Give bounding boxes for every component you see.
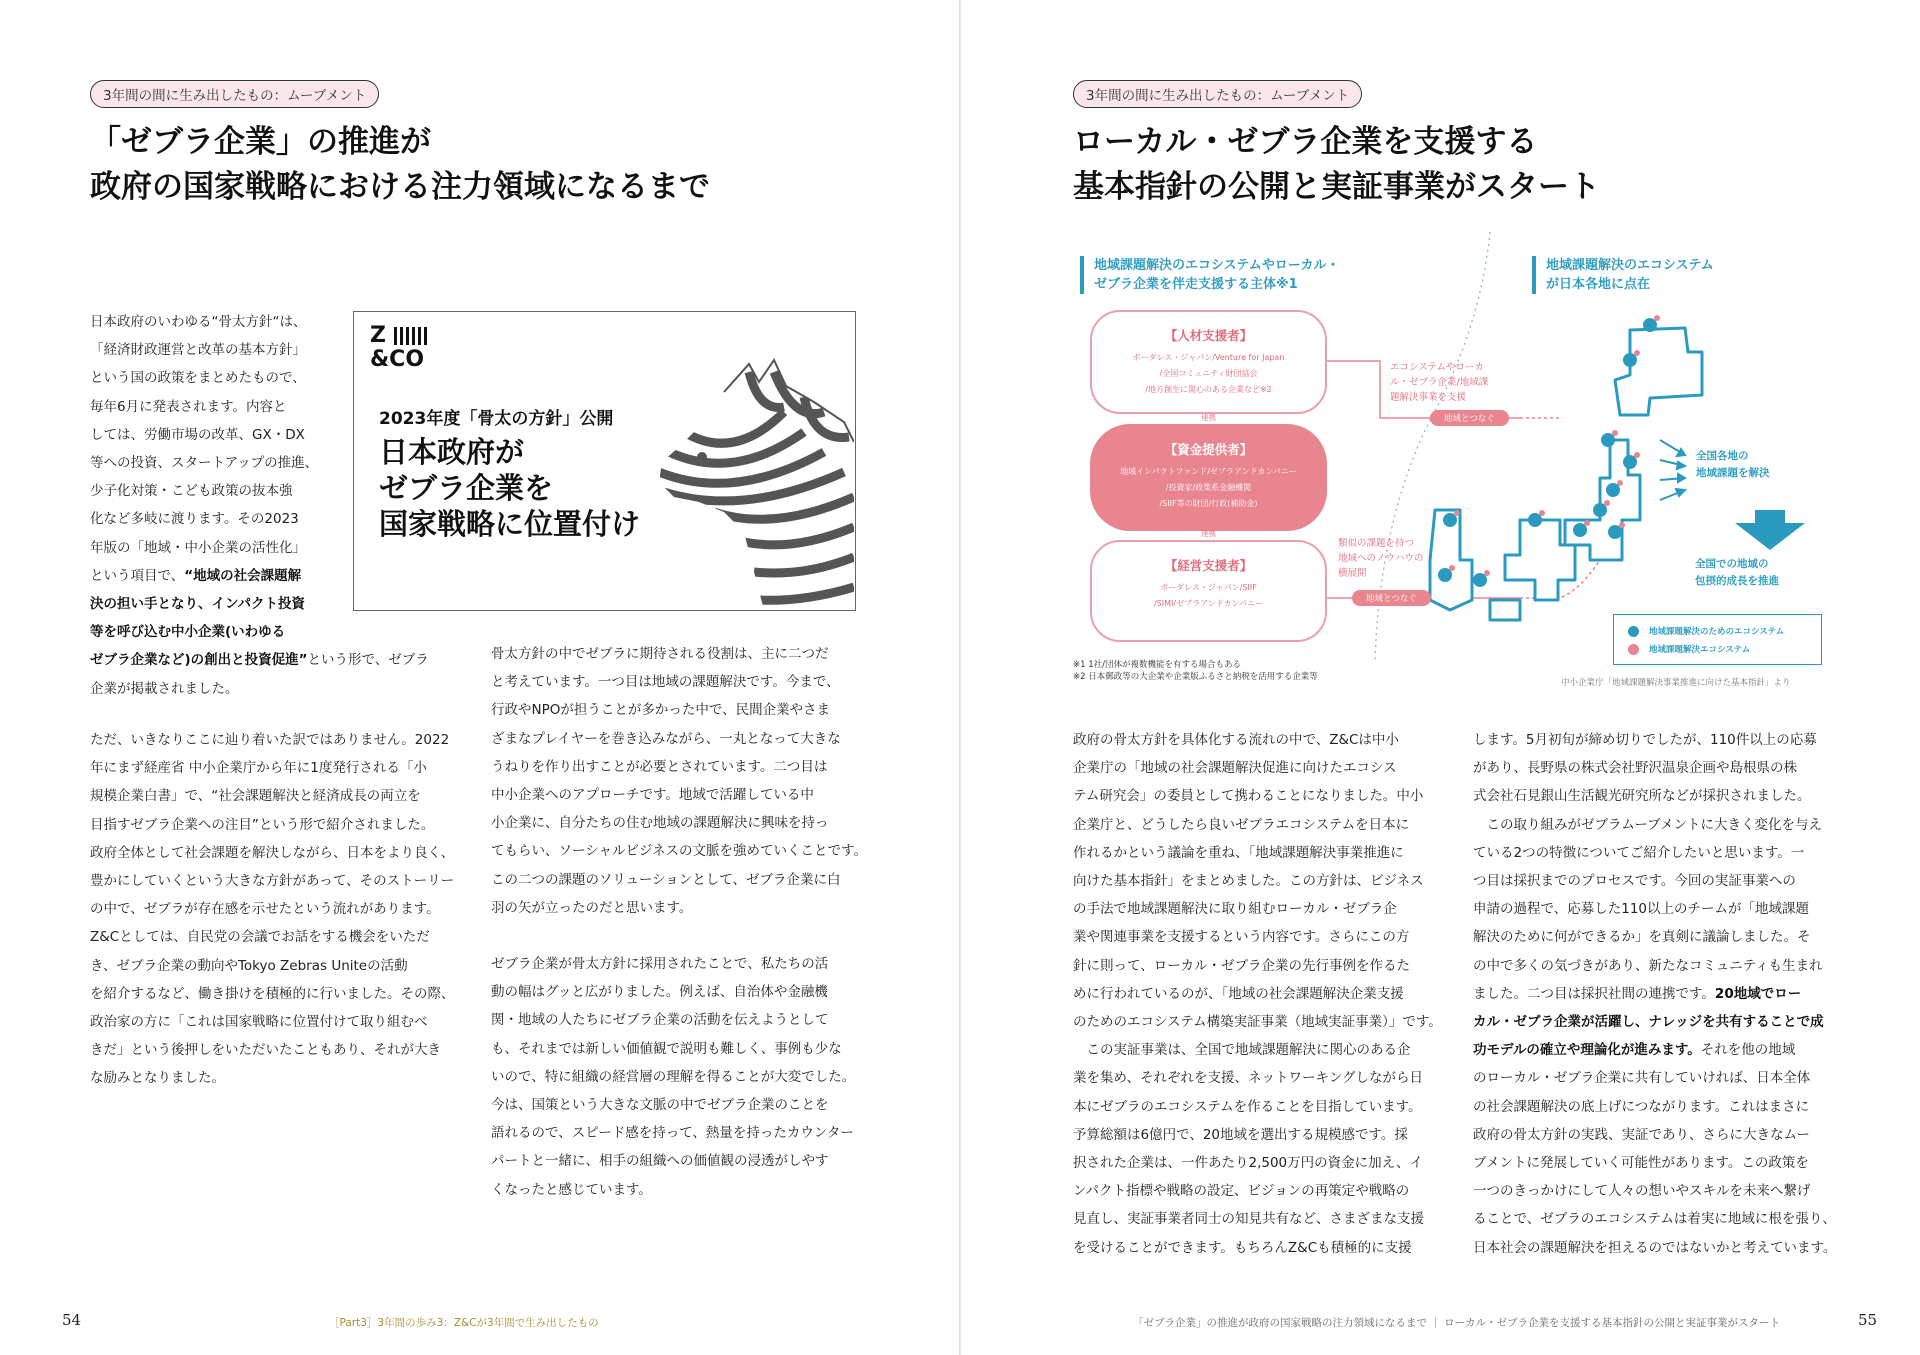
growth-text: 全国での地域の 包摂的成長を推進 — [1695, 558, 1779, 587]
bold-highlight: 20地域でロー — [1714, 985, 1802, 1002]
paragraph: 政府の骨太方針を具体化する流れの中で、Z&Cは中小 企業庁の「地域の社会課題解決促進に向けたエコシス テム研究会」の委員として携わることになりました。中小 企業庁と、どうしたら良いゼブラエコシステムを日本に 作れるかという議論を重ね、「地域課題解決事業推進に 向けた基本指針」をまとめました。この方針は、ビジネス の手法で地域課題解決に取り組むローカル・ゼブラ企 業や関連事業を支援するという内容です。さらにこの方 針に則って、ローカル・ゼブラ企業の先行事例を作るた めに行われているのが、「地域の社会課題解決企業支援 のためのエコシステム構築実証事業（地域実証事業）」です。 — [1073, 732, 1442, 1031]
paragraph: この実証事業は、全国で地域課題解決に関心のある企 業を集め、それぞれを支援、ネットワーキングしながら日 本にゼブラのエコシステムを作ることを目指しています。 予算総額は6億円で、20地域を選出する規模感です。採 択された企業は、一件あたり2,500万円の資金に加え、イ ンパクト指標や戦略の設定、ビジョンの再策定や戦略の 見直し、実証事業者同士の知見共有など、さまざまな支援 を受けることができます。もちろんZ&Cも積極的に支援 — [1073, 1042, 1424, 1256]
paragraph: ただ、いきなりここに辿り着いた訳ではありません。2022 年にまず経産省 中小企業庁から年に1度発行される「小 規模企業白書」で、“社会課題解決と経済成長の両立を 目指すゼブラ企業への注目”という形で紹介されました。 政府全体として社会課題を解決しながら、日本をより良く、 豊かにしていくという大きな方針があって、そのストーリー の中で、ゼブラが存在感を示せたという流れがあります。 Z&Cとしては、自民党の会議でお話をする機会をいただ き、ゼブラ企業の動向やTokyo Zebras Uniteの活動 を紹介するなど、働き掛けを積極的に行いました。その際、 政治家の方に「これは国家戦略に位置付けて取り組むべ きだ」という後押しをいただいたこともあり、それが大き な励みとなりました。 — [90, 732, 455, 1087]
know-how-text: 類似の課題を持つ 地域へのノウハウの 横展開 — [1338, 538, 1424, 579]
diagram-notes: ※1 1社/団体が複数機能を有する場合もある ※2 日本郵政等の大企業や企業版ふるさと納税を活用する企業等 — [1073, 660, 1318, 682]
diagram-source: 中小企業庁「地域課題解決事業推進に向けた基本指針」より — [1561, 678, 1791, 688]
link-label: 連携 — [1201, 413, 1216, 422]
zebra-illustration — [654, 352, 854, 610]
paragraph: ゼブラ企業が骨太方針に採用されたことで、私たちの活 動の幅はグッと広がりました。例えば、自治体や金融機 関・地域の人たちにゼブラ企業の活動を伝えようとして も、それまでは新しい価値観で説明も難しく、事例も少な いので、特に組織の経営層の理解を得ることが大変でした。 今は、国策という大きな文脈の中でゼブラ企業のことを 語れるので、スピード感を持って、熱量を持ったカウンター パートと一緒に、相手の組織への価値観の浸透がしやす くなったと感じています。 — [491, 956, 856, 1198]
ecosystem-pin-icon — [1628, 626, 1639, 637]
diagram-left-header: 地域課題解決のエコシステムやローカル・ ゼブラ企業を伴走支援する主体※1 — [1080, 256, 1339, 294]
page-headline: ローカル・ゼブラ企業を支援する 基本指針の公開と実証事業がスタート — [1073, 124, 1600, 205]
left-column-2 — [491, 640, 871, 1204]
section-tag: 3年間の間に生み出したもの：ムーブメント — [1073, 80, 1362, 108]
press-main-text: 日本政府が ゼブラ企業を 国家戦略に位置付け — [379, 435, 641, 541]
diagram-right-header: 地域課題解決のエコシステム が日本各地に点在 — [1532, 256, 1714, 294]
page-footer: ［Part3］3年間の歩み3：Z&Cが3年間で生み出したもの — [329, 1317, 599, 1329]
paragraph: 日本政府のいわゆる“骨太方針“は、 「経済財政運営と改革の基本方針」 という国の政策をまとめたもので、 毎年6月に発表されます。内容と しては、労働市場の改革、GX・DX 等への投資、スタートアップの推進、 少子化対策・こども政策の抜本強 化など多岐に渡ります。その2023 年版の「地域・中小企業の活性化」 という項目で、“地域の社会課題解 決の担い手となり、インパクト投資 等を呼び込む中小企業(いわゆる ゼブラ企業など)の創出と投資促進”という形で、ゼブラ 企業が掲載されました。 — [90, 314, 429, 697]
ecosystem-dot-icon — [1628, 644, 1639, 655]
zco-logo: Z &CO — [370, 324, 430, 372]
page-footer: 「ゼブラ企業」の推進が政府の国家戦略の注力領域になるまで ｜ ローカル・ゼブラ企業を支援する基本指針の公開と実証事業がスタート — [1133, 1317, 1780, 1329]
role-box-funding: 【資金提供者】 地域インパクトファンド/ゼブラアンドカンパニー /投資家/政策系金融機関 /SIIF等の財団/行政(補助金) — [1090, 424, 1327, 531]
role-box-management: 【経営支援者】 ボーダレス・ジャパン/SIIF /SIMI/ゼブラアンドカンパニー — [1090, 540, 1327, 642]
connect-pill: 地域とつなぐ — [1352, 590, 1431, 606]
paragraph: 骨太方針の中でゼブラに期待される役割は、主に二つだ と考えています。一つ目は地域の課題解決です。今まで、 行政やNPOが担うことが多かった中で、民間企業やさま ざまなプレイヤーを巻き込みながら、一丸となって大きな うねりを作り出すことが必要とされています。二つ目は 中小企業へのアプローチです。地域で活躍している中 小企業に、自分たちの住む地域の課題解決に興味を持っ てもらい、ソーシャルビジネスの文脈を強めていくことです。 この二つの課題のソリューションとして、ゼブラ企業に白 羽の矢が立ったのだと思います。 — [491, 646, 867, 916]
zebra-stripe-logo-mark — [394, 327, 430, 345]
connect-pill: 地域とつなぐ — [1430, 410, 1509, 426]
right-page — [960, 0, 1920, 1355]
solve-text: 全国各地の 地域課題を解決 — [1696, 450, 1770, 479]
eco-support-text: エコシステムやローカ ル・ゼブラ企業/地域課 題解決事業を支援 — [1390, 362, 1489, 403]
page-number: 55 — [1858, 1311, 1878, 1329]
page-headline: 「ゼブラ企業」の推進が 政府の国家戦略における注力領域になるまで — [90, 124, 710, 205]
right-column-1 — [1073, 726, 1453, 1262]
role-box-talent: 【人材支援者】 ボーダレス・ジャパン/Venture for Japan /全国コミュニティ財団協会 /地方創生に関心のある企業など※2 — [1090, 310, 1327, 414]
ecosystem-diagram — [960, 0, 1920, 700]
bold-highlight: “地域の社会課題解 — [184, 567, 302, 584]
paragraph: します。5月初旬が締め切りでしたが、110件以上の応募 があり、長野県の株式会社野沢温泉企画や島根県の株 式会社石見銀山生活観光研究所などが採択されました。 この取り組みがゼブラムーブメントに大きく変化を与え ている2つの特徴についてご紹介したいと思います。一 つ目は採択までのプロセスです。今回の実証事業への 申請の過程で、応募した110以上のチームが「地域課題 解決のために何ができるか」を真剣に議論しました。そ の中で多くの気づきがあり、新たなコミュニティも生まれ ました。二つ目は採択社間の連携です。20地域でロー カル・ゼブラ企業が活躍し、ナレッジを共有することで成 功モデルの確立や理論化が進みます。それを他の地域 のローカル・ゼブラ企業に共有していければ、日本全体 の社会課題解決の底上げにつながります。これはまさに 政府の骨太方針の実践、実証であり、さらに大きなムー ブメントに発展していく可能性があります。この政策を 一つのきっかけにして人々の想いやスキルを未来へ繋げ ることで、ゼブラのエコシステムは着実に地域に根を張り、 日本社会の課題解決を担えるのではないかと考えています。 — [1473, 732, 1837, 1256]
right-column-2 — [1473, 726, 1863, 1262]
press-release-box — [353, 311, 856, 611]
link-label: 連携 — [1201, 529, 1216, 538]
section-tag: 3年間の間に生み出したもの：ムーブメント — [90, 80, 379, 108]
press-subtitle: 2023年度「骨太の方針」公開 — [379, 409, 614, 429]
left-column-1-lower — [90, 726, 470, 1093]
page-number: 54 — [62, 1311, 82, 1329]
diagram-legend: 地域課題解決のためのエコシステム 地域課題解決エコシステム — [1613, 614, 1822, 665]
